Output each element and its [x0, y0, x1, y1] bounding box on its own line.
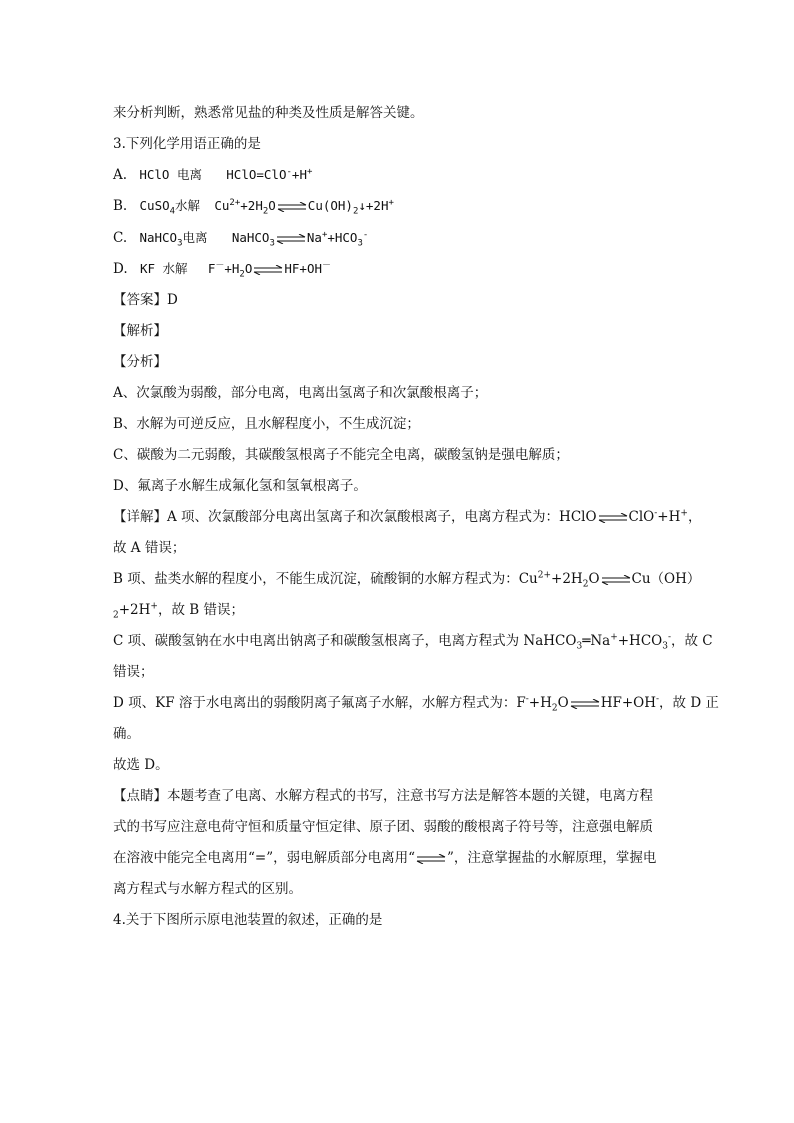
- reversible-arrow-icon: [253, 265, 283, 275]
- option-a-text: HClO 电离: [139, 167, 202, 182]
- option-b: [113, 196, 394, 216]
- reversible-arrow-icon: [570, 699, 600, 709]
- option-d-text: KF 水解: [139, 261, 188, 276]
- question-3-title: 3.下列化学用语正确的是: [113, 136, 261, 152]
- option-b-text: CuSO$_4$水解: [139, 198, 201, 217]
- reversible-arrow-icon: [601, 575, 631, 585]
- option-c: [113, 228, 368, 248]
- choose-line: 故选 D。: [113, 757, 169, 773]
- detail-c-line-1: C 项、碳酸氢钠在水中电离出钠离子和碳酸氢根离子，电离方程式为 $NaHCO_3═Na^++HCO_3^-$，故 C: [113, 632, 713, 652]
- answer-line: 【答案】D: [113, 292, 178, 308]
- option-a-equation: HClO=ClO-+H+: [226, 166, 313, 182]
- option-b-equation: $Cu^{2+}+2H_2O$ $Cu(OH)_2↓+2H^+$: [214, 197, 394, 217]
- reversible-arrow-icon: [416, 854, 446, 864]
- fenxi-a: A、次氯酸为弱酸，部分电离，电离出氢离子和次氯酸根离子；: [113, 385, 488, 401]
- option-d-equation: $F^-+H_2O$ HF+OH－: [207, 260, 332, 280]
- tip-line-4: 离方程式与水解方程式的区别。: [113, 881, 302, 897]
- detail-d-line-1: D 项、KF 溶于水电离出的弱酸阴离子氟离子水解，水解方程式为：$F^-+H_2O$ HF+OH-，故 D 正: [113, 694, 719, 714]
- option-a: [113, 165, 312, 185]
- option-d: [113, 259, 331, 279]
- reversible-arrow-icon: [276, 234, 306, 244]
- text-line-1: 来分析判断，熟悉常见盐的种类及性质是解答关键。: [113, 105, 424, 121]
- tip-line-2: 式的书写应注意电荷守恒和质量守恒定律、原子团、弱酸的酸根离子符号等，注意强电解质: [113, 819, 653, 835]
- fenxi-b: B、水解为可逆反应，且水解程度小，不生成沉淀；: [113, 416, 420, 432]
- tip-line-3: 在溶液中能完全电离用“=”，弱电解质部分电离用“ ”，注意掌握盐的水解原理，掌握电: [113, 850, 657, 866]
- option-c-text: NaHCO$_3$电离: [139, 230, 208, 249]
- detail-b-line-1: B 项、盐类水解的程度小，不能生成沉淀，硫酸铜的水解方程式为：$Cu^{2+}+2H_2O$ Cu（OH）: [113, 570, 701, 590]
- option-a-label: A.: [113, 167, 128, 183]
- detail-a-line-1: 【详解】A 项、次氯酸部分电离出氢离子和次氯酸根离子，电离方程式为：HClO ClO-+H+，: [113, 508, 702, 525]
- detail-a-line-2: 故 A 错误；: [113, 540, 186, 556]
- fenxi-heading: 【分析】: [113, 354, 167, 370]
- tip-line-1: 【点睛】本题考查了电离、水解方程式的书写，注意书写方法是解答本题的关键，电离方程: [113, 788, 653, 804]
- detail-c-line-2: 错误；: [113, 664, 154, 680]
- option-c-label: C.: [113, 230, 128, 246]
- detail-b-line-2: $_2$+2H+，故 B 错误；: [113, 601, 244, 621]
- reversible-arrow-icon: [277, 202, 307, 212]
- analysis-heading: 【解析】: [113, 323, 167, 339]
- reversible-arrow-icon: [598, 513, 628, 523]
- fenxi-d: D、氟离子水解生成氟化氢和氢氧根离子。: [113, 478, 367, 494]
- option-b-label: B.: [113, 198, 128, 214]
- question-4-title: 4.关于下图所示原电池装置的叙述，正确的是: [113, 912, 383, 928]
- detail-d-line-2: 确。: [113, 726, 140, 742]
- option-d-label: D.: [113, 261, 128, 277]
- option-c-equation: NaHCO$_3$ $Na^++HCO_3^-$: [231, 229, 369, 249]
- fenxi-c: C、碳酸为二元弱酸，其碳酸氢根离子不能完全电离，碳酸氢钠是强电解质；: [113, 447, 569, 463]
